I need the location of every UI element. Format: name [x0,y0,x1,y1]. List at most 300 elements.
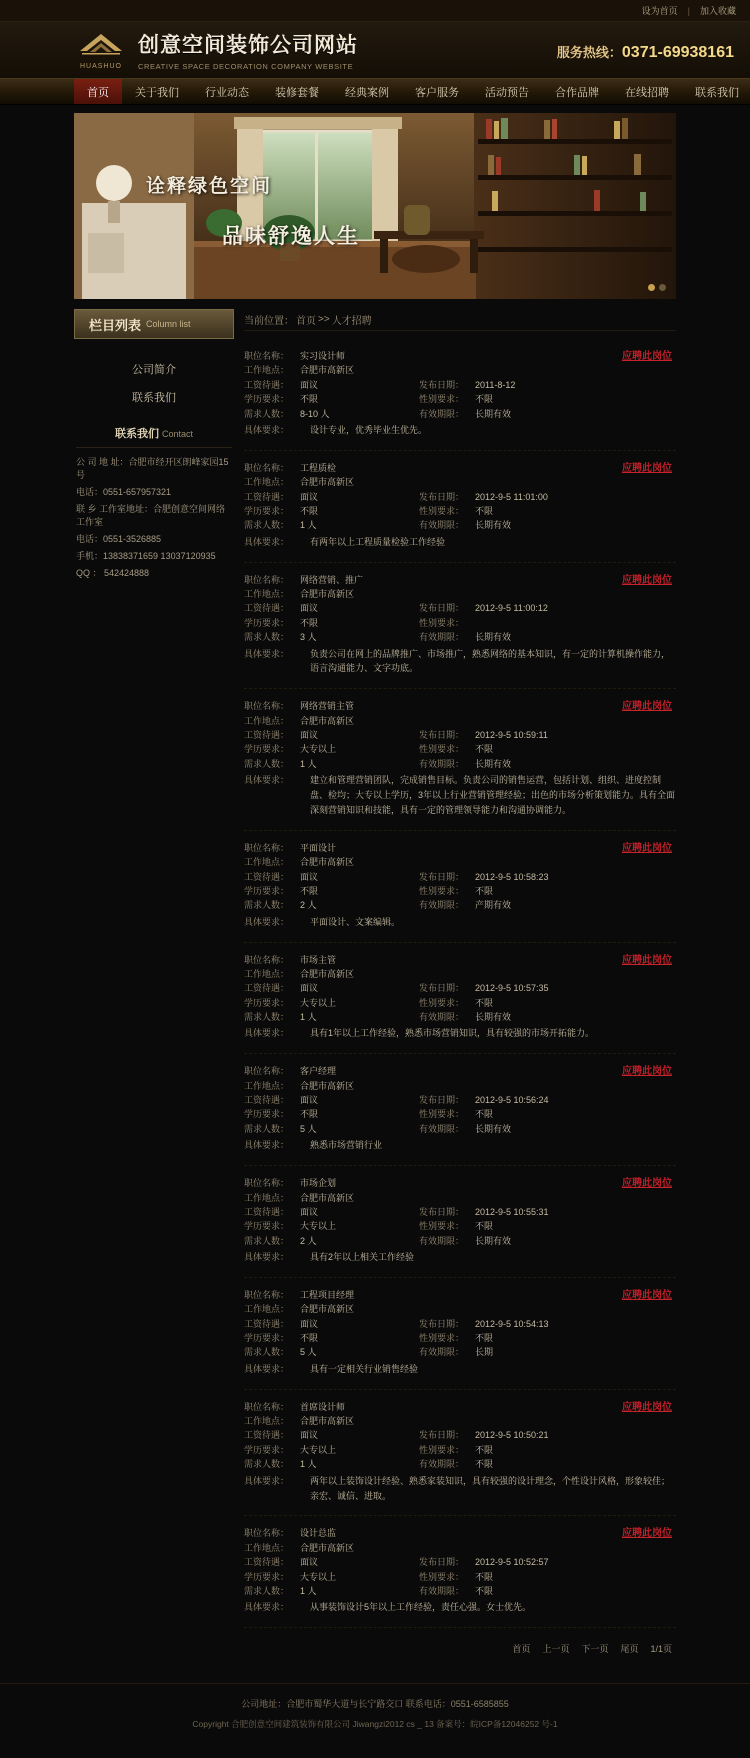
requirement-label: 具体要求： [244,775,290,786]
salary-label: 工资待遇： [244,1557,290,1568]
nav-item-8[interactable]: 合作品牌 [555,86,599,99]
job-row [244,1317,676,1331]
job-position-field [244,1400,419,1414]
hotline-number: 0371-69938161 [621,44,734,61]
publish-label: 发布日期： [419,491,465,502]
job-valid-field [419,518,676,532]
job-valid: 长期 [475,1347,494,1358]
nav-item-2[interactable]: 关于我们 [135,86,179,99]
headcount-label: 需求人数： [244,1459,290,1470]
contact-title [76,425,232,448]
job-gender: 不限 [475,1333,494,1344]
job-row [244,1234,676,1248]
education-label: 学历要求： [244,505,290,516]
nav-item-9[interactable]: 在线招聘 [625,86,669,99]
job-col-left [244,870,419,884]
job-row [244,757,676,771]
job-col-left [244,378,419,392]
job-valid-field [419,1584,676,1598]
breadcrumb-current: 人才招聘 [331,316,372,327]
job-item [244,451,676,563]
valid-label: 有效期限： [419,758,465,769]
job-row [244,349,676,363]
nav-item-10[interactable]: 联系我们 [695,86,739,99]
job-headcount-field [244,1010,419,1024]
job-row [244,1107,676,1121]
job-col-right [419,1219,676,1233]
job-gender-field [419,392,676,406]
contact-title-en: Contact [162,429,194,439]
requirement-label: 具体要求： [244,1475,290,1486]
salary-label: 工资待遇： [244,1095,290,1106]
job-position-field [244,1064,419,1078]
job-education: 大专以上 [300,1444,337,1455]
job-valid: 长期有效 [475,520,512,531]
job-location-field [244,1302,419,1316]
job-row [244,1331,676,1345]
job-col-left [244,699,419,713]
job-col-right [419,1205,676,1219]
job-gender: 不限 [475,997,494,1008]
job-gender: 不限 [475,1444,494,1455]
job-education-field [244,616,419,630]
job-headcount: 1 人 [300,520,317,531]
hotline [557,42,734,62]
apply-button[interactable]: 应聘此岗位 [622,1401,672,1413]
job-valid: 长期有效 [475,1123,512,1134]
job-publish-field [419,981,676,995]
job-row [244,699,676,713]
job-location-field [244,363,419,377]
job-col-right [419,1443,676,1457]
job-col-left [244,981,419,995]
valid-label: 有效期限： [419,1459,465,1470]
job-col-right [419,378,676,392]
job-row [244,518,676,532]
job-row [244,898,676,912]
job-list [244,331,676,1628]
location-label: 工作地点： [244,365,290,376]
job-location: 合肥市高新区 [300,1416,355,1427]
gender-label: 性别要求： [419,1444,465,1455]
job-col-left [244,1331,419,1345]
job-headcount: 3 人 [300,632,317,643]
publish-label: 发布日期： [419,1430,465,1441]
headcount-label: 需求人数： [244,1012,290,1023]
pager-last[interactable]: 尾页 [620,1644,639,1655]
job-headcount: 1 人 [300,1459,317,1470]
job-education-field [244,1570,419,1584]
job-row [244,475,676,489]
position-label: 职位名称： [244,842,290,853]
job-row [244,855,676,869]
job-requirement-row [244,423,676,438]
apply-button[interactable]: 应聘此岗位 [622,1066,672,1078]
publish-label: 发布日期： [419,1318,465,1329]
headcount-label: 需求人数： [244,758,290,769]
salary-label: 工资待遇： [244,1206,290,1217]
job-education: 大专以上 [300,1221,337,1232]
job-col-left [244,1010,419,1024]
site-header [0,22,750,78]
location-label: 工作地点： [244,588,290,599]
requirement-label: 具体要求： [244,1602,290,1613]
job-row [244,490,676,504]
apply-button[interactable]: 应聘此岗位 [622,701,672,713]
job-col-right [419,981,676,995]
job-publish: 2012-9-5 10:50:21 [475,1430,549,1441]
job-location: 合肥市高新区 [300,715,355,726]
valid-label: 有效期限： [419,520,465,531]
job-headcount-field [244,1345,419,1359]
job-col-left [244,461,419,475]
contact-title-cn: 联系我们 [114,428,159,440]
hero-banner[interactable] [74,113,676,299]
set-homepage-link[interactable]: 设为首页 [641,6,678,16]
job-location: 合肥市高新区 [300,857,355,868]
apply-button[interactable]: 应聘此岗位 [622,462,672,474]
job-col-right [419,630,676,644]
apply-button[interactable]: 应聘此岗位 [622,574,672,586]
nav-item-1[interactable]: 首页 [74,79,122,104]
apply-button[interactable]: 应聘此岗位 [622,1289,672,1301]
education-label: 学历要求： [244,617,290,628]
job-headcount: 1 人 [300,758,317,769]
job-salary: 面议 [300,730,319,741]
job-publish-field [419,1428,676,1442]
nav-item-4[interactable]: 装修套餐 [275,86,319,99]
job-requirement: 平面设计、文案编辑。 [310,916,401,927]
job-location: 合肥市高新区 [300,1304,355,1315]
job-location: 合肥市高新区 [300,588,355,599]
job-col-left [244,573,419,587]
position-label: 职位名称： [244,1066,290,1077]
publish-label: 发布日期： [419,983,465,994]
job-col-left [244,757,419,771]
publish-label: 发布日期： [419,1095,465,1106]
job-headcount-field [244,518,419,532]
job-col-right [419,1570,676,1584]
job-col-right [419,1428,676,1442]
job-gender-field [419,1107,676,1121]
requirement-label: 具体要求： [244,424,290,435]
job-position-field [244,349,419,363]
job-col-right [419,1345,676,1359]
sidebar-link-1[interactable]: 公司简介 [132,364,176,376]
apply-button[interactable]: 应聘此岗位 [622,1528,672,1540]
job-headcount-field [244,898,419,912]
job-salary: 面议 [300,491,319,502]
job-col-left [244,349,419,363]
sidebar-title-en: Column list [146,319,191,329]
contact-box [74,425,234,580]
job-row [244,573,676,587]
job-requirement: 具有2年以上相关工作经验 [310,1252,415,1263]
job-item [244,339,676,451]
job-education-field [244,504,419,518]
gender-label: 性别要求： [419,394,465,405]
job-row [244,1302,676,1316]
pager-first[interactable]: 首页 [512,1644,531,1655]
apply-button[interactable]: 应聘此岗位 [622,1178,672,1190]
site-title-cn: 创意空间装饰公司网站 [138,33,358,57]
job-requirement: 设计专业，优秀毕业生优先。 [310,424,428,435]
banner-caption [146,171,360,250]
job-salary: 面议 [300,983,319,994]
job-col-right [419,1584,676,1598]
job-requirement: 负责公司在网上的品牌推广、市场推广，熟悉网络的基本知识，有一定的计算机操作能力，语言沟通能力、文字功底。 [310,648,671,674]
job-requirement: 熟悉市场营销行业 [310,1140,383,1151]
job-col-right [419,504,676,518]
requirement-label: 具体要求： [244,916,290,927]
breadcrumb-home-link[interactable]: 首页 [296,316,316,327]
job-col-right [419,1317,676,1331]
job-item [244,1166,676,1278]
job-col-left [244,518,419,532]
job-col-right [419,898,676,912]
job-salary: 面议 [300,379,319,390]
publish-label: 发布日期： [419,871,465,882]
job-col-right [419,1122,676,1136]
requirement-label: 具体要求： [244,1363,290,1374]
job-row [244,1428,676,1442]
job-education-field [244,1443,419,1457]
job-col-left [244,1541,419,1555]
job-row [244,587,676,601]
job-col-right [419,884,676,898]
job-col-right [419,728,676,742]
apply-button[interactable]: 应聘此岗位 [622,954,672,966]
job-row [244,841,676,855]
valid-label: 有效期限： [419,1347,465,1358]
job-col-right [419,616,676,630]
job-publish-field [419,1317,676,1331]
valid-label: 有效期限： [419,1585,465,1596]
nav-item-7[interactable]: 活动预告 [485,86,529,99]
job-education-field [244,1219,419,1233]
position-label: 职位名称： [244,1289,290,1300]
education-label: 学历要求： [244,997,290,1008]
valid-label: 有效期限： [419,1012,465,1023]
job-publish: 2012-9-5 10:54:13 [475,1318,549,1329]
job-salary-field [244,1428,419,1442]
education-label: 学历要求： [244,1571,290,1582]
pager-prev[interactable]: 上一页 [542,1644,570,1655]
job-row [244,1191,676,1205]
job-gender: 不限 [475,1109,494,1120]
requirement-label: 具体要求： [244,648,290,659]
job-location: 合肥市高新区 [300,968,355,979]
job-gender-field [419,742,676,756]
job-col-left [244,884,419,898]
gender-label: 性别要求： [419,1109,465,1120]
job-headcount-field [244,757,419,771]
salary-label: 工资待遇： [244,1318,290,1329]
headcount-label: 需求人数： [244,408,290,419]
hotline-label: 服务热线： [556,45,622,60]
job-education-field [244,392,419,406]
job-gender-field [419,996,676,1010]
sidebar-link-2[interactable]: 联系我们 [132,392,176,404]
job-valid: 长期有效 [475,632,512,643]
job-position: 网络营销主管 [300,701,355,712]
job-headcount-field [244,1584,419,1598]
requirement-label: 具体要求： [244,1028,290,1039]
headcount-label: 需求人数： [244,1347,290,1358]
breadcrumb-separator: >> [318,314,330,325]
publish-label: 发布日期： [419,1206,465,1217]
job-salary-field [244,1205,419,1219]
apply-button[interactable]: 应聘此岗位 [622,842,672,854]
job-item [244,563,676,690]
job-requirement-row [244,915,676,930]
job-row [244,1079,676,1093]
contact-line: QQ ： 542424888 [76,568,150,579]
job-gender-field [419,504,676,518]
job-publish: 2012-9-5 10:52:57 [475,1557,549,1568]
job-col-left [244,1107,419,1121]
job-valid-field [419,1122,676,1136]
headcount-label: 需求人数： [244,900,290,911]
job-headcount-field [244,1122,419,1136]
job-gender: 不限 [475,744,494,755]
banner-pagination[interactable] [648,284,666,291]
job-education: 大专以上 [300,1571,337,1582]
job-salary-field [244,870,419,884]
job-publish-field [419,728,676,742]
job-salary-field [244,1555,419,1569]
job-col-left [244,855,419,869]
job-valid-field [419,1345,676,1359]
location-label: 工作地点： [244,477,290,488]
job-gender: 不限 [475,1221,494,1232]
pagination [244,1628,676,1665]
gender-label: 性别要求： [419,744,465,755]
job-row [244,967,676,981]
job-publish-field [419,1093,676,1107]
nav-item-5[interactable]: 经典案例 [345,86,389,99]
location-label: 工作地点： [244,1542,290,1553]
job-location-field [244,1191,419,1205]
banner-dot[interactable] [648,284,655,291]
valid-label: 有效期限： [419,632,465,643]
job-col-left [244,1093,419,1107]
apply-button[interactable]: 应聘此岗位 [622,351,672,362]
job-col-right [419,1010,676,1024]
job-col-right [419,407,676,421]
job-col-right [419,742,676,756]
job-row [244,981,676,995]
job-row [244,601,676,615]
job-row [244,1064,676,1078]
headcount-label: 需求人数： [244,1123,290,1134]
job-col-right [419,1093,676,1107]
nav-item-3[interactable]: 行业动态 [205,86,249,99]
job-item [244,1516,676,1628]
job-requirement-row [244,773,676,818]
job-col-left [244,363,419,377]
nav-item-6[interactable]: 客户服务 [415,86,459,99]
job-col-left [244,1443,419,1457]
job-col-left [244,1205,419,1219]
location-label: 工作地点： [244,968,290,979]
job-publish-field [419,1205,676,1219]
banner-line-2: 品味舒逸人生 [222,225,360,248]
education-label: 学历要求： [244,1333,290,1344]
publish-label: 发布日期： [419,730,465,741]
pager-next[interactable]: 下一页 [581,1644,609,1655]
position-label: 职位名称： [244,351,290,361]
job-position-field [244,841,419,855]
job-col-right [419,601,676,615]
headcount-label: 需求人数： [244,1235,290,1246]
education-label: 学历要求： [244,1444,290,1455]
job-row [244,1443,676,1457]
job-col-left [244,742,419,756]
job-position: 市场企划 [300,1178,337,1189]
job-row [244,1205,676,1219]
job-row [244,504,676,518]
contact-lines [76,448,232,580]
banner-dot[interactable] [659,284,666,291]
job-requirement: 两年以上装饰设计经验、熟悉家装知识，具有较强的设计理念，个性设计风格，形象较佳；亲宏、诚信、进取。 [310,1475,671,1501]
job-col-left [244,1176,419,1190]
job-position: 客户经理 [300,1066,337,1077]
logo-icon[interactable] [74,28,128,72]
job-salary-field [244,490,419,504]
education-label: 学历要求： [244,885,290,896]
site-title-block [138,29,358,71]
job-col-right [419,1555,676,1569]
job-headcount-field [244,1234,419,1248]
job-col-left [244,1428,419,1442]
valid-label: 有效期限： [419,1235,465,1246]
site-title-en: CREATIVE SPACE DECORATION COMPANY WEBSITE [138,62,354,71]
job-salary: 面议 [300,603,319,614]
job-col-right [419,1107,676,1121]
job-row [244,1414,676,1428]
gender-label: 性别要求： [419,1333,465,1344]
job-row [244,630,676,644]
valid-label: 有效期限： [419,900,465,911]
job-row [244,714,676,728]
job-col-left [244,996,419,1010]
job-requirement-row [244,535,676,550]
job-location: 合肥市高新区 [300,1542,355,1553]
job-col-right [419,1457,676,1471]
job-headcount-field [244,407,419,421]
job-position-field [244,1176,419,1190]
job-location-field [244,855,419,869]
job-education: 不限 [300,394,319,405]
position-label: 职位名称： [244,701,290,712]
job-position-field [244,953,419,967]
job-col-left [244,1079,419,1093]
job-position-field [244,1526,419,1540]
gender-label: 性别要求： [419,617,465,628]
sidebar-links [74,355,234,411]
job-location: 合肥市高新区 [300,1080,355,1091]
job-row [244,728,676,742]
job-row [244,1122,676,1136]
job-location: 合肥市高新区 [300,477,355,488]
education-label: 学历要求： [244,1109,290,1120]
breadcrumb [244,309,676,331]
add-favorite-link[interactable]: 加入收藏 [699,6,736,16]
job-gender-field [419,1443,676,1457]
salary-label: 工资待遇： [244,1430,290,1441]
job-headcount: 5 人 [300,1347,317,1358]
